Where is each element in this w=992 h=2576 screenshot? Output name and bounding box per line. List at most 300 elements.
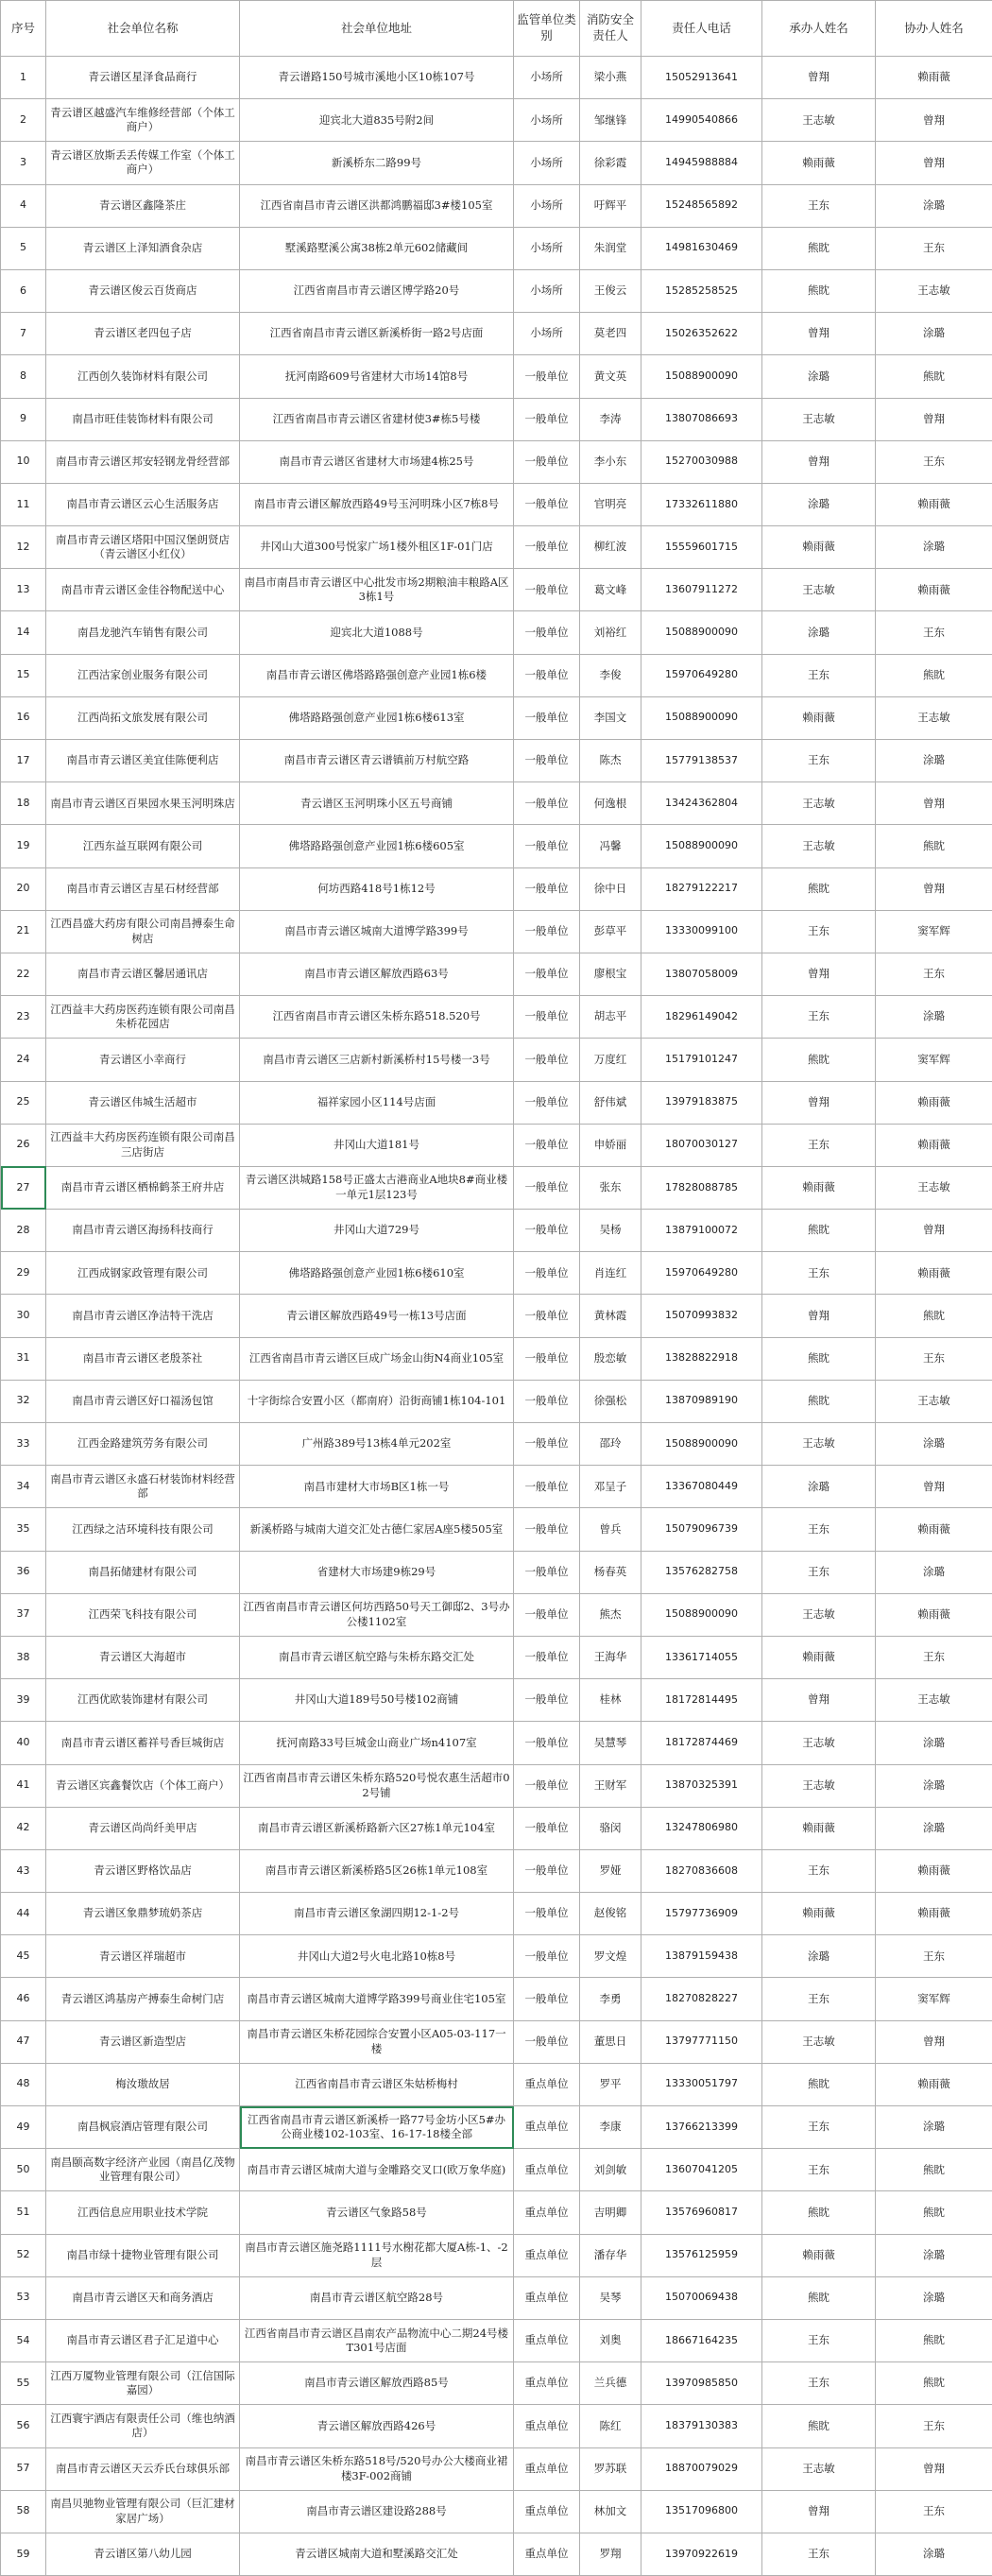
cell-assistant[interactable]: 赖雨薇 (876, 1081, 992, 1124)
cell-safety-officer[interactable]: 梁小燕 (580, 57, 641, 99)
cell-category[interactable]: 一般单位 (514, 355, 580, 398)
cell-index[interactable]: 19 (1, 825, 46, 867)
cell-index[interactable]: 10 (1, 440, 46, 483)
cell-unit-address[interactable]: 南昌市青云谱区城南大道与金雕路交叉口(欧万象华庭) (240, 2149, 514, 2191)
cell-safety-officer[interactable]: 陈杰 (580, 740, 641, 782)
cell-unit-name[interactable]: 江西万厦物业管理有限公司（江信国际嘉园） (46, 2362, 240, 2405)
cell-category[interactable]: 一般单位 (514, 1124, 580, 1166)
cell-category[interactable]: 一般单位 (514, 953, 580, 995)
header-phone[interactable]: 责任人电话 (641, 1, 762, 57)
cell-category[interactable]: 重点单位 (514, 2106, 580, 2149)
cell-safety-officer[interactable]: 熊杰 (580, 1593, 641, 1636)
cell-category[interactable]: 重点单位 (514, 2447, 580, 2490)
cell-unit-address[interactable]: 南昌市青云谱区新溪桥路5区26栋1单元108室 (240, 1849, 514, 1892)
cell-safety-officer[interactable]: 官明亮 (580, 483, 641, 525)
cell-category[interactable]: 一般单位 (514, 569, 580, 611)
cell-assistant[interactable]: 曾翔 (876, 398, 992, 440)
cell-phone[interactable]: 15285258525 (641, 269, 762, 312)
cell-handler[interactable]: 曾翔 (762, 440, 876, 483)
cell-unit-address[interactable]: 江西省南昌市青云谱区朱桥东路520号悦农惠生活超市02号铺 (240, 1764, 514, 1807)
cell-unit-address[interactable]: 何坊西路418号1栋12号 (240, 867, 514, 910)
cell-safety-officer[interactable]: 申娇丽 (580, 1124, 641, 1166)
cell-assistant[interactable]: 赖雨薇 (876, 1252, 992, 1295)
cell-unit-name[interactable]: 南昌龙驰汽车销售有限公司 (46, 611, 240, 654)
cell-index[interactable]: 32 (1, 1380, 46, 1422)
cell-handler[interactable]: 王东 (762, 2533, 876, 2575)
cell-index[interactable]: 28 (1, 1210, 46, 1252)
cell-handler[interactable]: 涂璐 (762, 355, 876, 398)
cell-handler[interactable]: 赖雨薇 (762, 526, 876, 569)
cell-safety-officer[interactable]: 刘裕红 (580, 611, 641, 654)
cell-phone[interactable]: 18279122217 (641, 867, 762, 910)
cell-index[interactable]: 34 (1, 1466, 46, 1508)
cell-index[interactable]: 25 (1, 1081, 46, 1124)
cell-unit-address[interactable]: 南昌市青云谱区解放西路49号玉河明珠小区7栋8号 (240, 483, 514, 525)
cell-phone[interactable]: 15088900090 (641, 1423, 762, 1466)
cell-phone[interactable]: 18070030127 (641, 1124, 762, 1166)
cell-assistant[interactable]: 涂璐 (876, 2106, 992, 2149)
header-safety-officer[interactable]: 消防安全责任人 (580, 1, 641, 57)
cell-index[interactable]: 44 (1, 1893, 46, 1935)
cell-assistant[interactable]: 曾翔 (876, 142, 992, 184)
cell-assistant[interactable]: 涂璐 (876, 996, 992, 1039)
cell-index[interactable]: 43 (1, 1849, 46, 1892)
cell-unit-address[interactable]: 南昌市青云谱区朱桥花园综合安置小区A05-03-117一楼 (240, 2020, 514, 2063)
cell-unit-address[interactable]: 青云谱区解放西路426号 (240, 2405, 514, 2447)
cell-unit-address[interactable]: 十字街综合安置小区（都南府）沿街商铺1栋104-101 (240, 1380, 514, 1422)
cell-index[interactable]: 23 (1, 996, 46, 1039)
cell-category[interactable]: 小场所 (514, 57, 580, 99)
cell-index[interactable]: 11 (1, 483, 46, 525)
cell-category[interactable]: 一般单位 (514, 1423, 580, 1466)
cell-assistant[interactable]: 赖雨薇 (876, 1124, 992, 1166)
cell-handler[interactable]: 王东 (762, 184, 876, 227)
cell-unit-name[interactable]: 江西益丰大药房医药连锁有限公司南昌朱桥花园店 (46, 996, 240, 1039)
cell-unit-address[interactable]: 新溪桥路与城南大道交汇处古德仁家居A座5楼505室 (240, 1508, 514, 1551)
cell-category[interactable]: 小场所 (514, 142, 580, 184)
cell-assistant[interactable]: 涂璐 (876, 2533, 992, 2575)
cell-unit-name[interactable]: 青云谱区象鼎梦琉奶茶店 (46, 1893, 240, 1935)
cell-assistant[interactable]: 王东 (876, 2490, 992, 2533)
cell-index[interactable]: 30 (1, 1295, 46, 1337)
cell-index[interactable]: 5 (1, 227, 46, 269)
cell-category[interactable]: 重点单位 (514, 2362, 580, 2405)
cell-handler[interactable]: 王志敏 (762, 1423, 876, 1466)
cell-phone[interactable]: 18270828227 (641, 1978, 762, 2020)
cell-phone[interactable]: 14945988884 (641, 142, 762, 184)
cell-category[interactable]: 一般单位 (514, 1081, 580, 1124)
cell-category[interactable]: 一般单位 (514, 1551, 580, 1593)
cell-unit-name[interactable]: 南昌市青云谱区净洁特干洗店 (46, 1295, 240, 1337)
cell-assistant[interactable]: 熊眈 (876, 654, 992, 696)
cell-assistant[interactable]: 熊眈 (876, 2319, 992, 2361)
cell-unit-address[interactable]: 南昌市青云谱区青云谱镇前万村航空路 (240, 740, 514, 782)
cell-category[interactable]: 一般单位 (514, 1508, 580, 1551)
cell-handler[interactable]: 赖雨薇 (762, 696, 876, 739)
cell-unit-name[interactable]: 南昌市青云谱区君子汇足道中心 (46, 2319, 240, 2361)
cell-category[interactable]: 一般单位 (514, 1593, 580, 1636)
cell-safety-officer[interactable]: 陈红 (580, 2405, 641, 2447)
cell-unit-address[interactable]: 南昌市青云谱区象湖四期12-1-2号 (240, 1893, 514, 1935)
cell-category[interactable]: 一般单位 (514, 398, 580, 440)
cell-handler[interactable]: 熊眈 (762, 1210, 876, 1252)
cell-index[interactable]: 1 (1, 57, 46, 99)
cell-index[interactable]: 45 (1, 1935, 46, 1978)
cell-unit-address[interactable]: 南昌市青云谱区城南大道博学路399号 (240, 910, 514, 953)
cell-safety-officer[interactable]: 罗翔 (580, 2533, 641, 2575)
cell-phone[interactable]: 13330051797 (641, 2063, 762, 2105)
cell-category[interactable]: 重点单位 (514, 2533, 580, 2575)
cell-phone[interactable]: 18270836608 (641, 1849, 762, 1892)
cell-unit-address[interactable]: 南昌市青云谱区省建材大市场建4栋25号 (240, 440, 514, 483)
cell-index[interactable]: 33 (1, 1423, 46, 1466)
cell-index[interactable]: 2 (1, 99, 46, 142)
cell-index[interactable]: 56 (1, 2405, 46, 2447)
cell-safety-officer[interactable]: 骆闵 (580, 1807, 641, 1849)
cell-phone[interactable]: 17332611880 (641, 483, 762, 525)
cell-unit-address[interactable]: 佛塔路路强创意产业园1栋6楼610室 (240, 1252, 514, 1295)
cell-category[interactable]: 一般单位 (514, 483, 580, 525)
cell-unit-address[interactable]: 江西省南昌市青云谱区省建材使3#栋5号楼 (240, 398, 514, 440)
cell-unit-name[interactable]: 青云谱区俊云百货商店 (46, 269, 240, 312)
cell-phone[interactable]: 13367080449 (641, 1466, 762, 1508)
cell-handler[interactable]: 王东 (762, 1124, 876, 1166)
cell-handler[interactable]: 涂璐 (762, 611, 876, 654)
cell-assistant[interactable]: 窦军辉 (876, 1039, 992, 1081)
cell-category[interactable]: 一般单位 (514, 1849, 580, 1892)
cell-category[interactable]: 一般单位 (514, 825, 580, 867)
cell-handler[interactable]: 王东 (762, 740, 876, 782)
cell-unit-address[interactable]: 江西省南昌市青云谱区何坊西路50号天工御邸2、3号办公楼1102室 (240, 1593, 514, 1636)
cell-assistant[interactable]: 曾翔 (876, 2447, 992, 2490)
cell-safety-officer[interactable]: 潘存华 (580, 2234, 641, 2276)
cell-handler[interactable]: 赖雨薇 (762, 1636, 876, 1678)
cell-safety-officer[interactable]: 刘奥 (580, 2319, 641, 2361)
cell-index[interactable]: 24 (1, 1039, 46, 1081)
cell-category[interactable]: 重点单位 (514, 2063, 580, 2105)
cell-category[interactable]: 一般单位 (514, 1466, 580, 1508)
cell-index[interactable]: 51 (1, 2191, 46, 2234)
cell-unit-name[interactable]: 江西昌盛大药房有限公司南昌搏泰生命树店 (46, 910, 240, 953)
cell-unit-name[interactable]: 江西沽家创业服务有限公司 (46, 654, 240, 696)
cell-unit-name[interactable]: 江西信息应用职业技术学院 (46, 2191, 240, 2234)
cell-handler[interactable]: 王志敏 (762, 1764, 876, 1807)
cell-index[interactable]: 22 (1, 953, 46, 995)
cell-assistant[interactable]: 曾翔 (876, 1210, 992, 1252)
cell-assistant[interactable]: 熊眈 (876, 2191, 992, 2234)
cell-safety-officer[interactable]: 冯馨 (580, 825, 641, 867)
cell-safety-officer[interactable]: 徐彩霞 (580, 142, 641, 184)
cell-handler[interactable]: 王志敏 (762, 1722, 876, 1764)
cell-unit-address[interactable]: 井冈山大道2号火电北路10栋8号 (240, 1935, 514, 1978)
cell-safety-officer[interactable]: 李小东 (580, 440, 641, 483)
header-handler[interactable]: 承办人姓名 (762, 1, 876, 57)
cell-index[interactable]: 59 (1, 2533, 46, 2575)
cell-assistant[interactable]: 王东 (876, 2405, 992, 2447)
cell-unit-name[interactable]: 南昌市青云谱区天云乔氏台球俱乐部 (46, 2447, 240, 2490)
cell-index[interactable]: 42 (1, 1807, 46, 1849)
cell-category[interactable]: 一般单位 (514, 1210, 580, 1252)
cell-phone[interactable]: 15026352622 (641, 313, 762, 355)
cell-phone[interactable]: 13879100072 (641, 1210, 762, 1252)
cell-index[interactable]: 53 (1, 2276, 46, 2319)
cell-unit-address[interactable]: 江西省南昌市青云谱区朱姑桥梅村 (240, 2063, 514, 2105)
cell-index[interactable]: 6 (1, 269, 46, 312)
cell-assistant[interactable]: 熊眈 (876, 1295, 992, 1337)
cell-handler[interactable]: 王志敏 (762, 99, 876, 142)
cell-phone[interactable]: 15779138537 (641, 740, 762, 782)
cell-safety-officer[interactable]: 葛文峰 (580, 569, 641, 611)
cell-category[interactable]: 小场所 (514, 227, 580, 269)
cell-index[interactable]: 15 (1, 654, 46, 696)
header-category[interactable]: 监管单位类别 (514, 1, 580, 57)
cell-assistant[interactable]: 王东 (876, 440, 992, 483)
cell-handler[interactable]: 涂璐 (762, 1935, 876, 1978)
cell-unit-address[interactable]: 南昌市青云谱区佛塔路路强创意产业园1栋6楼 (240, 654, 514, 696)
cell-unit-name[interactable]: 南昌市青云谱区永盛石材装饰材料经营部 (46, 1466, 240, 1508)
cell-phone[interactable]: 13970922619 (641, 2533, 762, 2575)
cell-unit-name[interactable]: 青云谱区小幸商行 (46, 1039, 240, 1081)
cell-unit-address[interactable]: 井冈山大道189号50号楼102商铺 (240, 1679, 514, 1722)
cell-handler[interactable]: 熊眈 (762, 2191, 876, 2234)
cell-phone[interactable]: 13797771150 (641, 2020, 762, 2063)
cell-index[interactable]: 14 (1, 611, 46, 654)
cell-handler[interactable]: 王志敏 (762, 398, 876, 440)
cell-safety-officer[interactable]: 黄林霞 (580, 1295, 641, 1337)
cell-index[interactable]: 48 (1, 2063, 46, 2105)
cell-unit-name[interactable]: 青云谱区新造型店 (46, 2020, 240, 2063)
cell-assistant[interactable]: 窦军辉 (876, 1978, 992, 2020)
cell-handler[interactable]: 曾翔 (762, 313, 876, 355)
cell-unit-address[interactable]: 南昌市青云谱区航空路与朱桥东路交汇处 (240, 1636, 514, 1678)
cell-category[interactable]: 一般单位 (514, 1978, 580, 2020)
cell-index[interactable]: 55 (1, 2362, 46, 2405)
cell-handler[interactable]: 熊眈 (762, 867, 876, 910)
cell-phone[interactable]: 14990540866 (641, 99, 762, 142)
cell-index[interactable]: 21 (1, 910, 46, 953)
cell-phone[interactable]: 13879159438 (641, 1935, 762, 1978)
cell-unit-name[interactable]: 南昌市青云谱区栖棉鹤茶王府井店 (46, 1166, 240, 1209)
cell-safety-officer[interactable]: 吴杨 (580, 1210, 641, 1252)
cell-unit-name[interactable]: 南昌市青云谱区金佳谷物配送中心 (46, 569, 240, 611)
cell-category[interactable]: 一般单位 (514, 654, 580, 696)
cell-handler[interactable]: 赖雨薇 (762, 1166, 876, 1209)
cell-safety-officer[interactable]: 罗娅 (580, 1849, 641, 1892)
cell-handler[interactable]: 熊眈 (762, 2063, 876, 2105)
cell-unit-name[interactable]: 南昌市青云谱区好口福汤包馆 (46, 1380, 240, 1422)
cell-category[interactable]: 一般单位 (514, 1636, 580, 1678)
cell-assistant[interactable]: 王东 (876, 1337, 992, 1380)
cell-safety-officer[interactable]: 黄文英 (580, 355, 641, 398)
cell-phone[interactable]: 15970649280 (641, 1252, 762, 1295)
cell-index[interactable]: 20 (1, 867, 46, 910)
cell-assistant[interactable]: 涂璐 (876, 1807, 992, 1849)
cell-safety-officer[interactable]: 何逸根 (580, 782, 641, 825)
cell-unit-name[interactable]: 青云谱区野格饮品店 (46, 1849, 240, 1892)
cell-unit-address[interactable]: 江西省南昌市青云谱区洪都鸿鹏福邸3#楼105室 (240, 184, 514, 227)
cell-category[interactable]: 一般单位 (514, 1337, 580, 1380)
cell-index[interactable]: 16 (1, 696, 46, 739)
cell-assistant[interactable]: 涂璐 (876, 1764, 992, 1807)
cell-phone[interactable]: 13247806980 (641, 1807, 762, 1849)
cell-phone[interactable]: 13576960817 (641, 2191, 762, 2234)
cell-unit-name[interactable]: 南昌贝驰物业管理有限公司（巨汇建材家居广场） (46, 2490, 240, 2533)
cell-category[interactable]: 小场所 (514, 184, 580, 227)
cell-phone[interactable]: 15970649280 (641, 654, 762, 696)
cell-category[interactable]: 一般单位 (514, 611, 580, 654)
cell-assistant[interactable]: 曾翔 (876, 782, 992, 825)
cell-phone[interactable]: 13970985850 (641, 2362, 762, 2405)
cell-safety-officer[interactable]: 莫老四 (580, 313, 641, 355)
cell-handler[interactable]: 曾翔 (762, 1081, 876, 1124)
cell-index[interactable]: 3 (1, 142, 46, 184)
cell-handler[interactable]: 王东 (762, 996, 876, 1039)
cell-index[interactable]: 13 (1, 569, 46, 611)
cell-phone[interactable]: 13607911272 (641, 569, 762, 611)
cell-assistant[interactable]: 赖雨薇 (876, 1593, 992, 1636)
header-unit-name[interactable]: 社会单位名称 (46, 1, 240, 57)
cell-unit-name[interactable]: 江西荣飞科技有限公司 (46, 1593, 240, 1636)
cell-index[interactable]: 49 (1, 2106, 46, 2149)
cell-unit-name[interactable]: 青云谱区祥瑞超市 (46, 1935, 240, 1978)
cell-unit-name[interactable]: 南昌市青云谱区海扬科技商行 (46, 1210, 240, 1252)
cell-index[interactable]: 41 (1, 1764, 46, 1807)
cell-category[interactable]: 一般单位 (514, 1039, 580, 1081)
cell-category[interactable]: 重点单位 (514, 2191, 580, 2234)
cell-unit-address[interactable]: 南昌市青云谱区朱桥东路518号/520号办公大楼商业裙楼3F-002商铺 (240, 2447, 514, 2490)
cell-phone[interactable]: 15088900090 (641, 825, 762, 867)
cell-assistant[interactable]: 涂璐 (876, 2234, 992, 2276)
cell-unit-address[interactable]: 南昌市青云谱区解放西路85号 (240, 2362, 514, 2405)
cell-index[interactable]: 37 (1, 1593, 46, 1636)
cell-category[interactable]: 一般单位 (514, 1764, 580, 1807)
cell-index[interactable]: 36 (1, 1551, 46, 1593)
cell-phone[interactable]: 13330099100 (641, 910, 762, 953)
cell-unit-address[interactable]: 南昌市青云谱区三店新村新溪桥村15号楼一3号 (240, 1039, 514, 1081)
cell-index[interactable]: 9 (1, 398, 46, 440)
cell-phone[interactable]: 18296149042 (641, 996, 762, 1039)
cell-safety-officer[interactable]: 兰兵德 (580, 2362, 641, 2405)
cell-index[interactable]: 4 (1, 184, 46, 227)
cell-safety-officer[interactable]: 徐中日 (580, 867, 641, 910)
cell-assistant[interactable]: 窦军辉 (876, 910, 992, 953)
cell-unit-address[interactable]: 佛塔路路强创意产业园1栋6楼613室 (240, 696, 514, 739)
cell-safety-officer[interactable]: 殷恋敏 (580, 1337, 641, 1380)
cell-unit-name[interactable]: 江西优欧装饰建材有限公司 (46, 1679, 240, 1722)
cell-safety-officer[interactable]: 朱润堂 (580, 227, 641, 269)
cell-index[interactable]: 38 (1, 1636, 46, 1678)
cell-unit-address[interactable]: 南昌市青云谱区解放西路63号 (240, 953, 514, 995)
cell-index[interactable]: 58 (1, 2490, 46, 2533)
cell-phone[interactable]: 15088900090 (641, 1593, 762, 1636)
cell-unit-address[interactable]: 迎宾北大道1088号 (240, 611, 514, 654)
cell-unit-name[interactable]: 江西益丰大药房医药连锁有限公司南昌三店街店 (46, 1124, 240, 1166)
cell-assistant[interactable]: 熊眈 (876, 2149, 992, 2191)
cell-unit-address[interactable]: 井冈山大道300号悦家广场1楼外租区1F-01门店 (240, 526, 514, 569)
cell-phone[interactable]: 15179101247 (641, 1039, 762, 1081)
cell-safety-officer[interactable]: 邵玲 (580, 1423, 641, 1466)
cell-assistant[interactable]: 赖雨薇 (876, 57, 992, 99)
cell-unit-address[interactable]: 抚河南路609号省建材大市场14馆8号 (240, 355, 514, 398)
cell-category[interactable]: 一般单位 (514, 740, 580, 782)
cell-assistant[interactable]: 熊眈 (876, 355, 992, 398)
cell-index[interactable]: 18 (1, 782, 46, 825)
cell-index[interactable]: 40 (1, 1722, 46, 1764)
cell-category[interactable]: 一般单位 (514, 996, 580, 1039)
cell-unit-address[interactable]: 新溪桥东二路99号 (240, 142, 514, 184)
cell-unit-name[interactable]: 青云谱区老四包子店 (46, 313, 240, 355)
cell-safety-officer[interactable]: 林加文 (580, 2490, 641, 2533)
cell-unit-address[interactable]: 青云谱区洪城路158号正盛太古港商业A地块8#商业楼一单元1层123号 (240, 1166, 514, 1209)
cell-phone[interactable]: 15070993832 (641, 1295, 762, 1337)
cell-phone[interactable]: 18172814495 (641, 1679, 762, 1722)
cell-safety-officer[interactable]: 李涛 (580, 398, 641, 440)
cell-safety-officer[interactable]: 吴琴 (580, 2276, 641, 2319)
cell-safety-officer[interactable]: 彭草平 (580, 910, 641, 953)
cell-phone[interactable]: 18870079029 (641, 2447, 762, 2490)
cell-unit-name[interactable]: 南昌市青云谱区吉星石材经营部 (46, 867, 240, 910)
cell-handler[interactable]: 熊眈 (762, 2276, 876, 2319)
cell-index[interactable]: 54 (1, 2319, 46, 2361)
cell-unit-name[interactable]: 青云谱区大海超市 (46, 1636, 240, 1678)
cell-index[interactable]: 27 (1, 1166, 46, 1209)
cell-phone[interactable]: 15052913641 (641, 57, 762, 99)
cell-assistant[interactable]: 王东 (876, 953, 992, 995)
cell-unit-name[interactable]: 南昌市青云谱区美宜佳陈便利店 (46, 740, 240, 782)
cell-safety-officer[interactable]: 李勇 (580, 1978, 641, 2020)
cell-category[interactable]: 一般单位 (514, 1295, 580, 1337)
cell-assistant[interactable]: 熊眈 (876, 2362, 992, 2405)
cell-handler[interactable]: 王东 (762, 1849, 876, 1892)
cell-assistant[interactable]: 曾翔 (876, 2020, 992, 2063)
cell-safety-officer[interactable]: 吉明卿 (580, 2191, 641, 2234)
cell-handler[interactable]: 曾翔 (762, 2490, 876, 2533)
cell-safety-officer[interactable]: 杨春英 (580, 1551, 641, 1593)
cell-unit-address[interactable]: 江西省南昌市青云谱区朱桥东路518.520号 (240, 996, 514, 1039)
cell-phone[interactable]: 13424362804 (641, 782, 762, 825)
cell-phone[interactable]: 13807058009 (641, 953, 762, 995)
cell-phone[interactable]: 13607041205 (641, 2149, 762, 2191)
cell-unit-name[interactable]: 江西尚拓文旅发展有限公司 (46, 696, 240, 739)
cell-assistant[interactable]: 王东 (876, 611, 992, 654)
header-unit-address[interactable]: 社会单位地址 (240, 1, 514, 57)
cell-unit-name[interactable]: 南昌市绿十捷物业管理有限公司 (46, 2234, 240, 2276)
cell-index[interactable]: 26 (1, 1124, 46, 1166)
cell-handler[interactable]: 王东 (762, 1978, 876, 2020)
cell-assistant[interactable]: 涂璐 (876, 184, 992, 227)
cell-handler[interactable]: 王志敏 (762, 2447, 876, 2490)
cell-handler[interactable]: 曾翔 (762, 1295, 876, 1337)
cell-safety-officer[interactable]: 廖根宝 (580, 953, 641, 995)
cell-assistant[interactable]: 王东 (876, 1636, 992, 1678)
cell-category[interactable]: 重点单位 (514, 2276, 580, 2319)
cell-phone[interactable]: 15797736909 (641, 1893, 762, 1935)
cell-safety-officer[interactable]: 李俊 (580, 654, 641, 696)
cell-category[interactable]: 一般单位 (514, 696, 580, 739)
cell-safety-officer[interactable]: 王俊云 (580, 269, 641, 312)
cell-handler[interactable]: 王东 (762, 1252, 876, 1295)
cell-safety-officer[interactable]: 罗苏联 (580, 2447, 641, 2490)
cell-unit-address[interactable]: 青云谱区气象路58号 (240, 2191, 514, 2234)
cell-unit-address[interactable]: 墅溪路墅溪公寓38栋2单元602储藏间 (240, 227, 514, 269)
cell-phone[interactable]: 18172874469 (641, 1722, 762, 1764)
cell-unit-name[interactable]: 南昌市青云谱区云心生活服务店 (46, 483, 240, 525)
cell-safety-officer[interactable]: 胡志平 (580, 996, 641, 1039)
cell-handler[interactable]: 王东 (762, 2319, 876, 2361)
cell-unit-name[interactable]: 江西成钢家政管理有限公司 (46, 1252, 240, 1295)
cell-unit-address[interactable]: 青云谱区玉河明珠小区五号商铺 (240, 782, 514, 825)
cell-assistant[interactable]: 涂璐 (876, 313, 992, 355)
